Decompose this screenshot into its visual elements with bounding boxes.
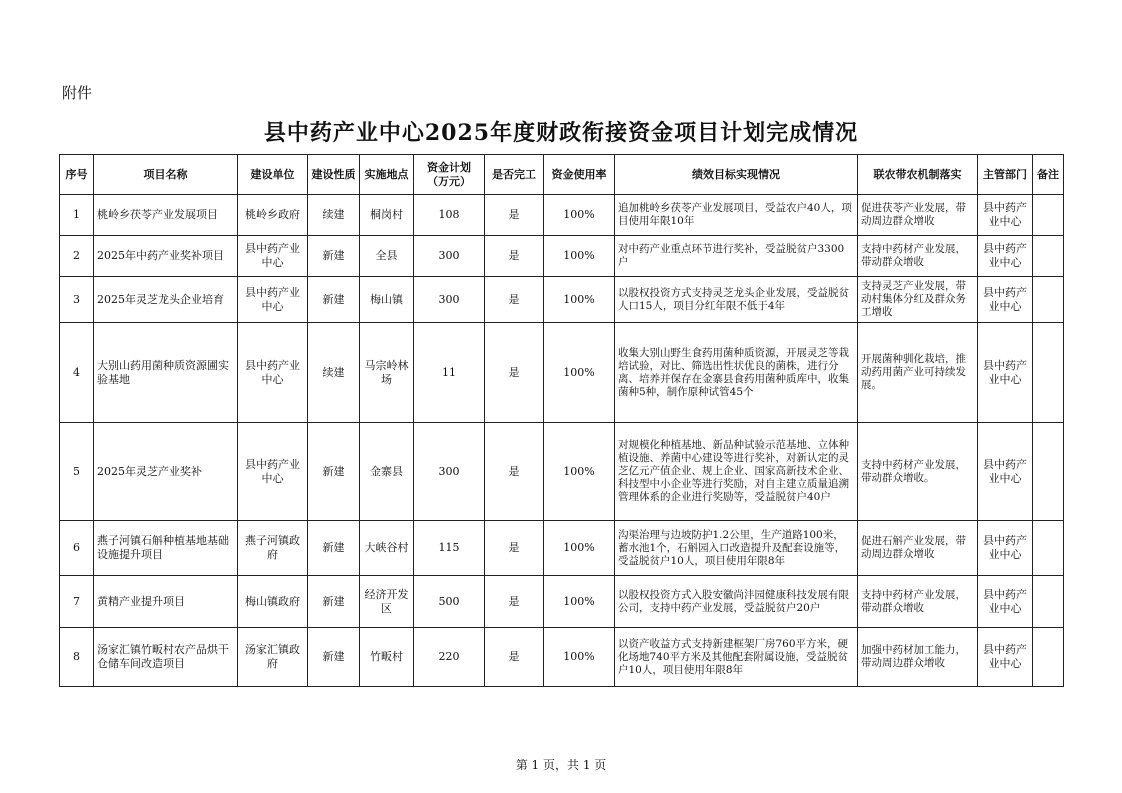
- cell-build-nature: 续建: [308, 323, 360, 423]
- cell-farmer-linkage: 促进茯苓产业发展，带动周边群众增收: [858, 195, 978, 236]
- cell-dept: 县中药产业中心: [978, 236, 1033, 277]
- table-row: [60, 628, 1064, 687]
- header-build-nature: 建设性质: [308, 155, 360, 195]
- cell-project-name: 桃岭乡茯苓产业发展项目: [94, 195, 238, 236]
- table-row: [60, 521, 1064, 576]
- cell-build-unit: 桃岭乡政府: [238, 195, 308, 236]
- cell-performance: 以股权投资方式支持灵芝龙头企业发展，受益脱贫人口15人，项目分红年限不低于4年: [615, 277, 858, 323]
- cell-performance: 追加桃岭乡茯苓产业发展项目，受益农户40人，项目使用年限10年: [615, 195, 858, 236]
- cell-performance: 以股权投资方式入股安徽尚沣园健康科技发展有限公司，支持中药产业发展，受益脱贫户20户: [615, 576, 858, 628]
- attachment-label: 附件: [62, 84, 93, 102]
- cell-farmer-linkage: 支持灵芝产业发展，带动村集体分红及群众务工增收: [858, 277, 978, 323]
- cell-build-nature: 新建: [308, 423, 360, 521]
- cell-no: 6: [60, 521, 94, 576]
- header-no: 序号: [60, 155, 94, 195]
- cell-completed: 是: [485, 277, 544, 323]
- cell-farmer-linkage: 开展菌种驯化栽培，推动药用菌产业可持续发展。: [858, 323, 978, 423]
- cell-fund-plan: 108: [414, 195, 485, 236]
- cell-usage-rate: 100%: [544, 323, 615, 423]
- cell-usage-rate: 100%: [544, 195, 615, 236]
- header-performance: 绩效目标实现情况: [615, 155, 858, 195]
- cell-farmer-linkage: 支持中药材产业发展，带动群众增收: [858, 576, 978, 628]
- cell-build-nature: 新建: [308, 277, 360, 323]
- header-location: 实施地点: [360, 155, 414, 195]
- cell-note: [1033, 277, 1064, 323]
- cell-usage-rate: 100%: [544, 236, 615, 277]
- cell-dept: 县中药产业中心: [978, 628, 1033, 687]
- cell-note: [1033, 576, 1064, 628]
- cell-completed: 是: [485, 195, 544, 236]
- cell-completed: 是: [485, 323, 544, 423]
- table-row: [60, 423, 1064, 521]
- cell-usage-rate: 100%: [544, 576, 615, 628]
- cell-build-nature: 新建: [308, 521, 360, 576]
- cell-dept: 县中药产业中心: [978, 195, 1033, 236]
- cell-fund-plan: 300: [414, 236, 485, 277]
- cell-build-nature: 新建: [308, 236, 360, 277]
- cell-no: 3: [60, 277, 94, 323]
- cell-note: [1033, 423, 1064, 521]
- cell-note: [1033, 628, 1064, 687]
- header-dept: 主管部门: [978, 155, 1033, 195]
- cell-build-nature: 续建: [308, 195, 360, 236]
- table-row: [60, 277, 1064, 323]
- cell-completed: 是: [485, 576, 544, 628]
- cell-fund-plan: 300: [414, 277, 485, 323]
- cell-dept: 县中药产业中心: [978, 423, 1033, 521]
- header-usage-rate: 资金使用率: [544, 155, 615, 195]
- cell-no: 2: [60, 236, 94, 277]
- cell-build-nature: 新建: [308, 576, 360, 628]
- cell-performance: 以资产收益方式支持新建框架厂房760平方米，硬化场地740平方米及其他配套附属设施，受益脱贫户10人，项目使用年限8年: [615, 628, 858, 687]
- cell-build-unit: 县中药产业中心: [238, 236, 308, 277]
- cell-completed: 是: [485, 423, 544, 521]
- header-project-name: 项目名称: [94, 155, 238, 195]
- cell-project-name: 燕子河镇石斛种植基地基础设施提升项目: [94, 521, 238, 576]
- cell-completed: 是: [485, 236, 544, 277]
- cell-location: 桐岗村: [360, 195, 414, 236]
- cell-fund-plan: 115: [414, 521, 485, 576]
- cell-no: 8: [60, 628, 94, 687]
- cell-dept: 县中药产业中心: [978, 323, 1033, 423]
- cell-project-name: 2025年灵芝龙头企业培育: [94, 277, 238, 323]
- cell-project-name: 2025年灵芝产业奖补: [94, 423, 238, 521]
- cell-no: 5: [60, 423, 94, 521]
- cell-note: [1033, 195, 1064, 236]
- cell-build-unit: 县中药产业中心: [238, 423, 308, 521]
- cell-location: 马宗岭林场: [360, 323, 414, 423]
- cell-note: [1033, 323, 1064, 423]
- table-row: [60, 323, 1064, 423]
- cell-usage-rate: 100%: [544, 423, 615, 521]
- cell-farmer-linkage: 加强中药材加工能力，带动周边群众增收: [858, 628, 978, 687]
- cell-fund-plan: 220: [414, 628, 485, 687]
- cell-performance: 对规模化种植基地、新品种试验示范基地、立体种植设施、养菌中心建设等进行奖补，对新认定的灵芝亿元产值企业、规上企业、国家高新技术企业、科技型中小企业等进行奖励，对自主建立质量追溯管理体系的企业进行奖励等，受益脱贫户40户: [615, 423, 858, 521]
- cell-project-name: 大别山药用菌种质资源圃实验基地: [94, 323, 238, 423]
- cell-location: 梅山镇: [360, 277, 414, 323]
- cell-completed: 是: [485, 628, 544, 687]
- table-row: [60, 576, 1064, 628]
- cell-no: 4: [60, 323, 94, 423]
- cell-build-unit: 梅山镇政府: [238, 576, 308, 628]
- cell-farmer-linkage: 促进石斛产业发展，带动周边群众增收: [858, 521, 978, 576]
- cell-dept: 县中药产业中心: [978, 277, 1033, 323]
- cell-dept: 县中药产业中心: [978, 576, 1033, 628]
- cell-performance: 收集大别山野生食药用菌种质资源，开展灵芝等栽培试验，对比、筛选出性状优良的菌株，进行分离、培养并保存在金寨县食药用菌种质库中，收集菌种5种，制作原种试管45个: [615, 323, 858, 423]
- page-footer: 第 1 页，共 1 页: [515, 758, 607, 772]
- cell-note: [1033, 236, 1064, 277]
- cell-build-unit: 县中药产业中心: [238, 323, 308, 423]
- cell-no: 7: [60, 576, 94, 628]
- cell-completed: 是: [485, 521, 544, 576]
- cell-performance: 沟渠治理与边坡防护1.2公里，生产道路100米，蓄水池1个，石斛园入口改造提升及配套设施等，受益脱贫户10人，项目使用年限8年: [615, 521, 858, 576]
- header-completed: 是否完工: [485, 155, 544, 195]
- table-header-row: [60, 155, 1064, 195]
- cell-usage-rate: 100%: [544, 628, 615, 687]
- header-note: 备注: [1033, 155, 1064, 195]
- table-row: [60, 195, 1064, 236]
- project-table: [59, 154, 1064, 687]
- cell-build-unit: 燕子河镇政府: [238, 521, 308, 576]
- header-build-unit: 建设单位: [238, 155, 308, 195]
- cell-build-unit: 县中药产业中心: [238, 277, 308, 323]
- cell-project-name: 2025年中药产业奖补项目: [94, 236, 238, 277]
- cell-farmer-linkage: 支持中药材产业发展，带动群众增收: [858, 236, 978, 277]
- cell-note: [1033, 521, 1064, 576]
- header-fund-plan: 资金计划（万元）: [414, 155, 485, 195]
- cell-dept: 县中药产业中心: [978, 521, 1033, 576]
- cell-fund-plan: 11: [414, 323, 485, 423]
- cell-fund-plan: 500: [414, 576, 485, 628]
- cell-location: 大峡谷村: [360, 521, 414, 576]
- cell-no: 1: [60, 195, 94, 236]
- cell-project-name: 汤家汇镇竹畈村农产品烘干仓储车间改造项目: [94, 628, 238, 687]
- cell-fund-plan: 300: [414, 423, 485, 521]
- cell-project-name: 黄精产业提升项目: [94, 576, 238, 628]
- cell-location: 经济开发区: [360, 576, 414, 628]
- header-farmer-linkage: 联农带农机制落实: [858, 155, 978, 195]
- cell-build-unit: 汤家汇镇政府: [238, 628, 308, 687]
- cell-usage-rate: 100%: [544, 277, 615, 323]
- cell-performance: 对中药产业重点环节进行奖补，受益脱贫户3300户: [615, 236, 858, 277]
- table-row: [60, 236, 1064, 277]
- cell-farmer-linkage: 支持中药材产业发展，带动群众增收。: [858, 423, 978, 521]
- cell-location: 全县: [360, 236, 414, 277]
- cell-location: 金寨县: [360, 423, 414, 521]
- cell-usage-rate: 100%: [544, 521, 615, 576]
- cell-location: 竹畈村: [360, 628, 414, 687]
- page-title: 县中药产业中心2025年度财政衔接资金项目计划完成情况: [263, 120, 859, 146]
- cell-build-nature: 新建: [308, 628, 360, 687]
